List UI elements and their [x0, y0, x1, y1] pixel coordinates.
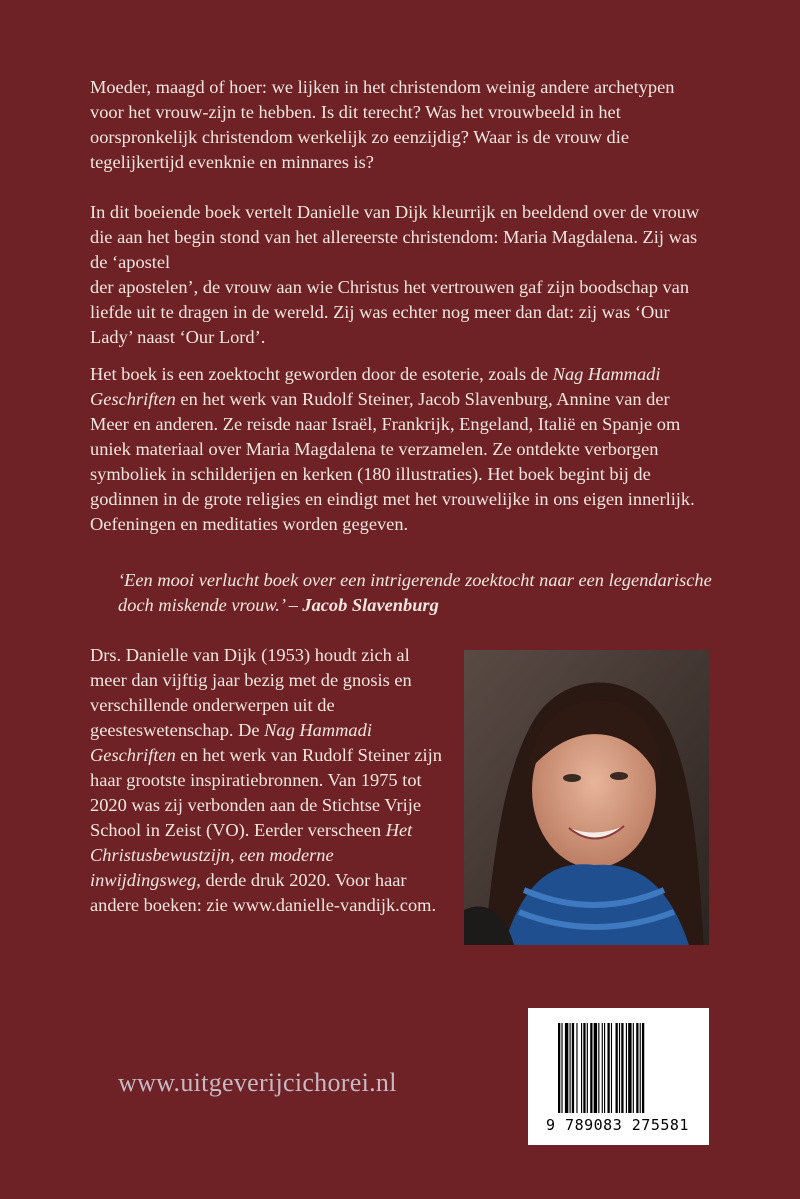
author-portrait-illustration	[464, 650, 709, 945]
intro-paragraph-2a: In dit boeiende boek vertelt Danielle van Dijk kleurrijk en beeldend over de vrouw die aan het begin stond van het allereerste christendom: Maria Magdalena. Zij was de ‘apostel	[90, 202, 700, 272]
intro-paragraph-3	[90, 362, 712, 537]
publisher-url: www.uitgeverijcichorei.nl	[118, 1068, 397, 1097]
author-photo	[464, 650, 709, 945]
intro-paragraph-2	[90, 200, 712, 350]
intro-paragraph-1	[90, 75, 712, 175]
isbn-number: 9 789083 275581	[546, 1116, 689, 1134]
review-quote	[118, 568, 718, 618]
bio-part-1: Drs. Danielle van Dijk (1953) houdt zich al meer dan vijftig jaar bezig met de gnosis en verschillende onderwerpen uit de geesteswetenschap. De	[90, 645, 412, 740]
bio-part-2: en het werk van Rudolf Steiner zijn haar grootste inspiratiebronnen. Van 1975 tot 2020 was zij verbonden aan de Stichtse Vrije School in Zeist (VO). Eerder verscheen	[90, 745, 442, 840]
intro-paragraph-3-start: Het boek is een zoektocht geworden door de esoterie, zoals de	[90, 364, 553, 384]
isbn-barcode	[528, 1008, 709, 1145]
bio-italic-2: Het Christusbewustzijn, een moderne inwijdingsweg	[90, 820, 413, 890]
nag-hammadi-title: Nag Hammadi Geschriften	[90, 364, 661, 409]
quote-dash: –	[283, 595, 303, 615]
intro-paragraph-2b: der apostelen’, de vrouw aan wie Christus het vertrouwen gaf zijn boodschap van liefde uit te dragen in de wereld. Zij was echter nog meer dan dat: zij was ‘Our Lady’ naast ‘Our Lord’.	[90, 277, 690, 347]
quote-text: ‘Een mooi verlucht boek over een intrigerende zoektocht naar een legendarische doch miskende vrouw.’	[118, 570, 712, 615]
quote-author: Jacob Slavenburg	[302, 595, 439, 615]
intro-paragraph-3-end: en het werk van Rudolf Steiner, Jacob Slavenburg, Annine van der Meer en anderen. Ze reisde naar Israël, Frankrijk, Engeland, Italië en Spanje om uniek materiaal over Maria Magdalena te verzamelen. Ze ontdekte verborgen symboliek in schilderijen en kerken (180 illustraties). Het boek begint bij de godinnen in de grote religies en eindigt met het vrouwelijke in ons eigen innerlijk. Oefeningen en meditaties worden gegeven.	[90, 389, 695, 534]
author-bio	[90, 643, 445, 918]
bio-part-3: , derde druk 2020. Voor haar andere boeken: zie www.danielle-vandijk.com.	[90, 870, 437, 915]
intro-paragraph-1-text: Moeder, maagd of hoer: we lijken in het christendom weinig andere archetypen voor het vrouw-zijn te hebben. Is dit terecht? Was het vrouwbeeld in het oorspronkelijk christendom werkelijk zo eenzijdig? Waar is de vrouw die tegelijkertijd evenknie en minnares is?	[90, 77, 675, 172]
barcode-bars	[558, 1023, 680, 1113]
bio-italic-1: Nag Hammadi Geschriften	[90, 720, 372, 765]
